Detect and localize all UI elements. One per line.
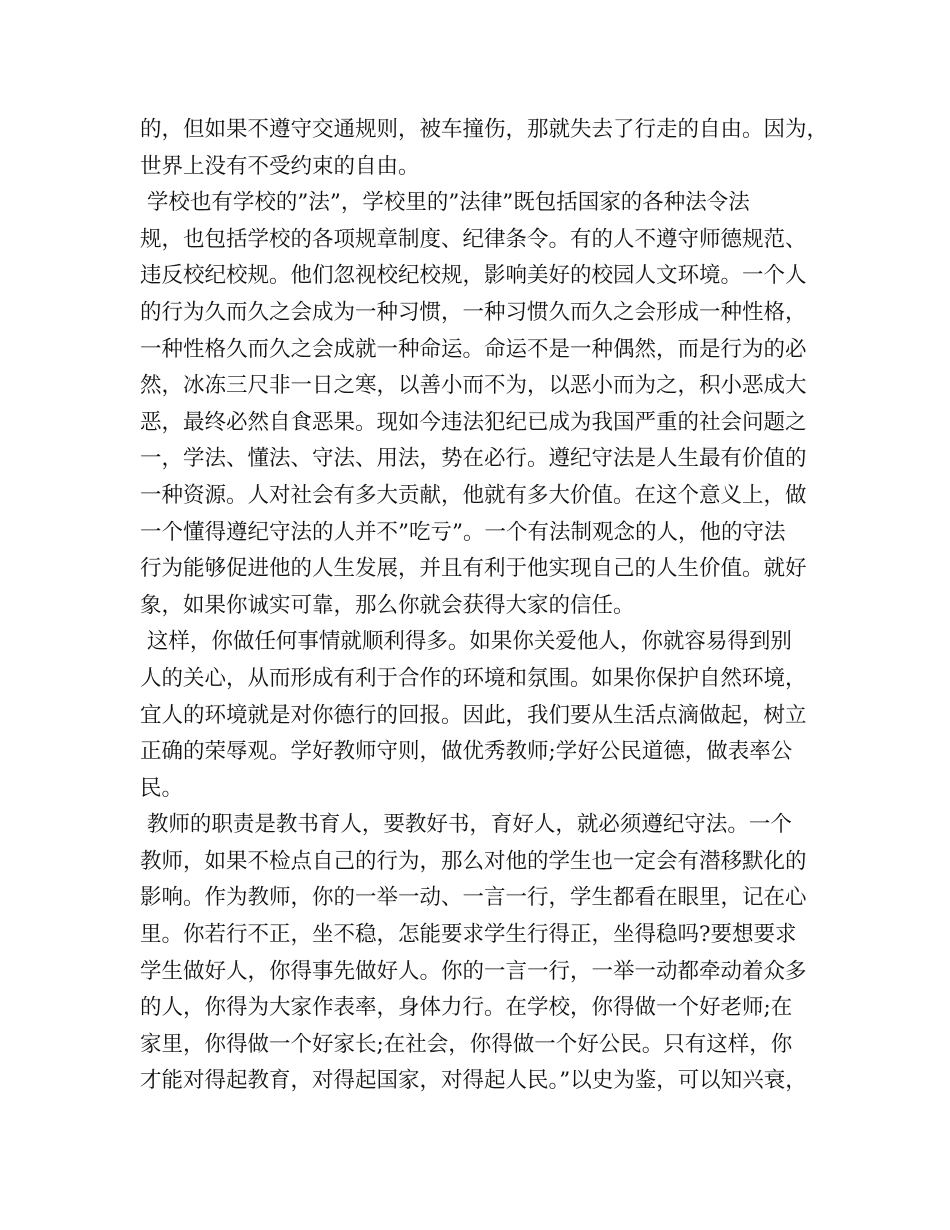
text-line: 世界上没有不受约束的自由。 [140, 153, 420, 179]
text-line: 家里，你得做一个好家长;在社会，你得做一个好公民。只有这样，你 [140, 1031, 793, 1057]
text-line: 宜人的环境就是对你德行的回报。因此，我们要从生活点滴做起，树立 [140, 702, 807, 728]
text-line: 的行为久而久之会成为一种习惯，一种习惯久而久之会形成一种性格， [140, 299, 807, 325]
text-line: 影响。作为教师，你的一举一动、一言一行，学生都看在眼里，记在心 [140, 885, 807, 911]
text-line: 然，冰冻三尺非一日之寒，以善小而不为，以恶小而为之，积小恶成大 [140, 373, 807, 399]
text-line: 学生做好人，你得事先做好人。你的一言一行，一举一动都牵动着众多 [140, 958, 807, 984]
text-line: 的人，你得为大家作表率，身体力行。在学校，你得做一个好老师;在 [140, 995, 793, 1021]
text-line: 民。 [140, 775, 184, 801]
text-line: 教师，如果不检点自己的行为，那么对他的学生也一定会有潜移默化的 [140, 848, 807, 874]
text-line: 才能对得起教育，对得起国家，对得起人民。”以史为鉴，可以知兴衰， [140, 1068, 807, 1094]
text-line: 里。你若行不正，坐不稳，怎能要求学生行得正，坐得稳吗?要想要求 [140, 922, 797, 948]
text-line: 恶，最终必然自食恶果。现如今违法犯纪已成为我国严重的社会问题之 [140, 409, 807, 435]
text-line: 人的关心，从而形成有利于合作的环境和氛围。如果你保护自然环境， [140, 665, 807, 691]
body-text [140, 112, 840, 1100]
text-line: 象，如果你诚实可靠，那么你就会获得大家的信任。 [140, 592, 635, 618]
text-line: 行为能够促进他的人生发展，并且有利于他实现自己的人生价值。就好 [140, 556, 807, 582]
text-line: 违反校纪校规。他们忽视校纪校规，影响美好的校园人文环境。一个人 [140, 263, 807, 289]
text-line: 规，也包括学校的各项规章制度、纪律条令。有的人不遵守师德规范、 [140, 226, 807, 252]
text-line: 的，但如果不遵守交通规则，被车撞伤，那就失去了行走的自由。因为， [140, 117, 829, 142]
text-line: 一，学法、懂法、守法、用法，势在必行。遵纪守法是人生最有价值的 [140, 446, 807, 472]
text-line: 学校也有学校的”法”，学校里的”法律”既包括国家的各种法令法 [140, 190, 750, 216]
text-line: 教师的职责是教书育人，要教好书，育好人，就必须遵纪守法。一个 [140, 812, 792, 838]
text-line: 这样，你做任何事情就顺利得多。如果你关爱他人，你就容易得到别 [140, 629, 792, 655]
text-line: 一种资源。人对社会有多大贡献，他就有多大价值。在这个意义上，做 [140, 482, 807, 508]
text-line: 正确的荣辱观。学好教师守则，做优秀教师;学好公民道德，做表率公 [140, 739, 793, 765]
text-line: 一个懂得遵纪守法的人并不”吃亏”。一个有法制观念的人，他的守法 [140, 519, 786, 545]
text-line: 一种性格久而久之会成就一种命运。命运不是一种偶然，而是行为的必 [140, 336, 807, 362]
